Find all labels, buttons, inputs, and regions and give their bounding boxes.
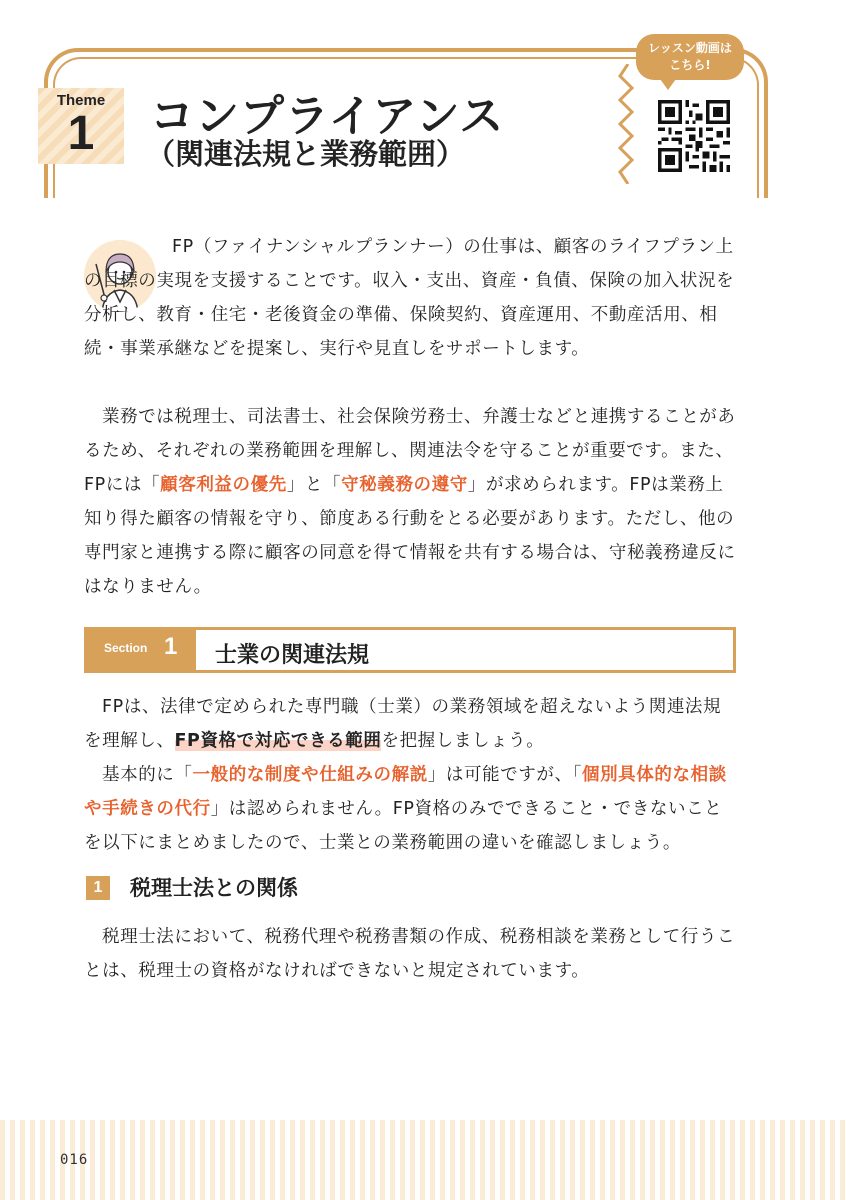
section-number: 1 <box>164 633 178 660</box>
section-title: 士業の関連法規 <box>215 643 370 668</box>
intro-text-2a: 業務では税理士、司法書士、社会保険労務士、弁護士などと連携することがあるため、それぞれの業務範囲を理解し、関連法令を守ることが重要です。また、FPには「 <box>84 407 736 495</box>
highlight-general-explanation: 一般的な制度や仕組みの解説 <box>192 765 428 785</box>
subsection-paragraph-1 <box>84 920 736 988</box>
subsection-number: 1 <box>86 876 110 900</box>
page-number: 016 <box>60 1152 89 1168</box>
theme-number: 1 <box>67 107 95 160</box>
zigzag-decoration <box>618 64 638 184</box>
footer-stripes <box>0 1120 846 1200</box>
intro-text-2b: 」と「 <box>286 475 342 495</box>
section-tag <box>84 627 196 673</box>
theme-badge <box>38 88 124 164</box>
qr-code-icon[interactable] <box>658 100 730 172</box>
section-text-2b: 」は可能ですが、「 <box>427 765 582 785</box>
subsection-title: 税理士法との関係 <box>130 876 298 900</box>
theme-label: Theme <box>56 92 106 109</box>
section-text-2c: 」は認められません。FP資格のみでできること・できないことを以下にまとめましたので、士業との業務範囲の違いを確認しましょう。 <box>84 799 723 853</box>
section-text-1a: FPは、法律で定められた専門職（士業）の業務領域を超えないよう関連法規を理解し、 <box>84 697 722 751</box>
section-word: Section <box>104 641 148 655</box>
highlight-customer-priority: 顧客利益の優先 <box>160 475 287 495</box>
video-bubble-line1: レッスン動画は <box>648 41 732 55</box>
section-heading-bar <box>84 627 736 673</box>
lesson-video-bubble[interactable] <box>636 34 744 80</box>
section-text-1b: を把握しましょう。 <box>381 731 545 751</box>
subsection-text-1: 税理士法において、税務代理や税務書類の作成、税務相談を業務として行うことは、税理士の資格がなければできないと規定されています。 <box>84 927 736 981</box>
intro-paragraph-1 <box>84 230 736 366</box>
marker-fp-scope: FP資格で対応できる範囲 <box>174 731 382 751</box>
video-bubble-line2: こちら! <box>669 58 711 72</box>
highlight-individual-consultation: 個別具体的な相談や手続きの代行 <box>84 765 727 819</box>
page-title: コンプライアンス <box>150 91 505 142</box>
page-subtitle: （関連法規と業務範囲） <box>146 137 466 171</box>
section-paragraph-1 <box>84 690 736 758</box>
section-text-2a: 基本的に「 <box>102 765 193 785</box>
highlight-confidentiality: 守秘義務の遵守 <box>341 475 468 495</box>
intro-paragraph-2 <box>84 400 736 604</box>
intro-text-2c: 」が求められます。FPは業務上知り得た顧客の情報を守り、節度ある行動をとる必要があります。ただし、他の専門家と連携する際に顧客の同意を得て情報を共有する場合は、守秘義務違反にはなりません。 <box>84 475 736 597</box>
section-paragraph-2 <box>84 758 736 860</box>
intro-text-1: FP（ファイナンシャルプランナー）の仕事は、顧客のライフプラン上の目標の実現を支援することです。収入・支出、資産・負債、保険の加入状況を分析し、教育・住宅・老後資金の準備、保険契約、資産運用、不動産活用、相続・事業承継などを提案し、実行や見直しをサポートします。 <box>84 237 735 359</box>
